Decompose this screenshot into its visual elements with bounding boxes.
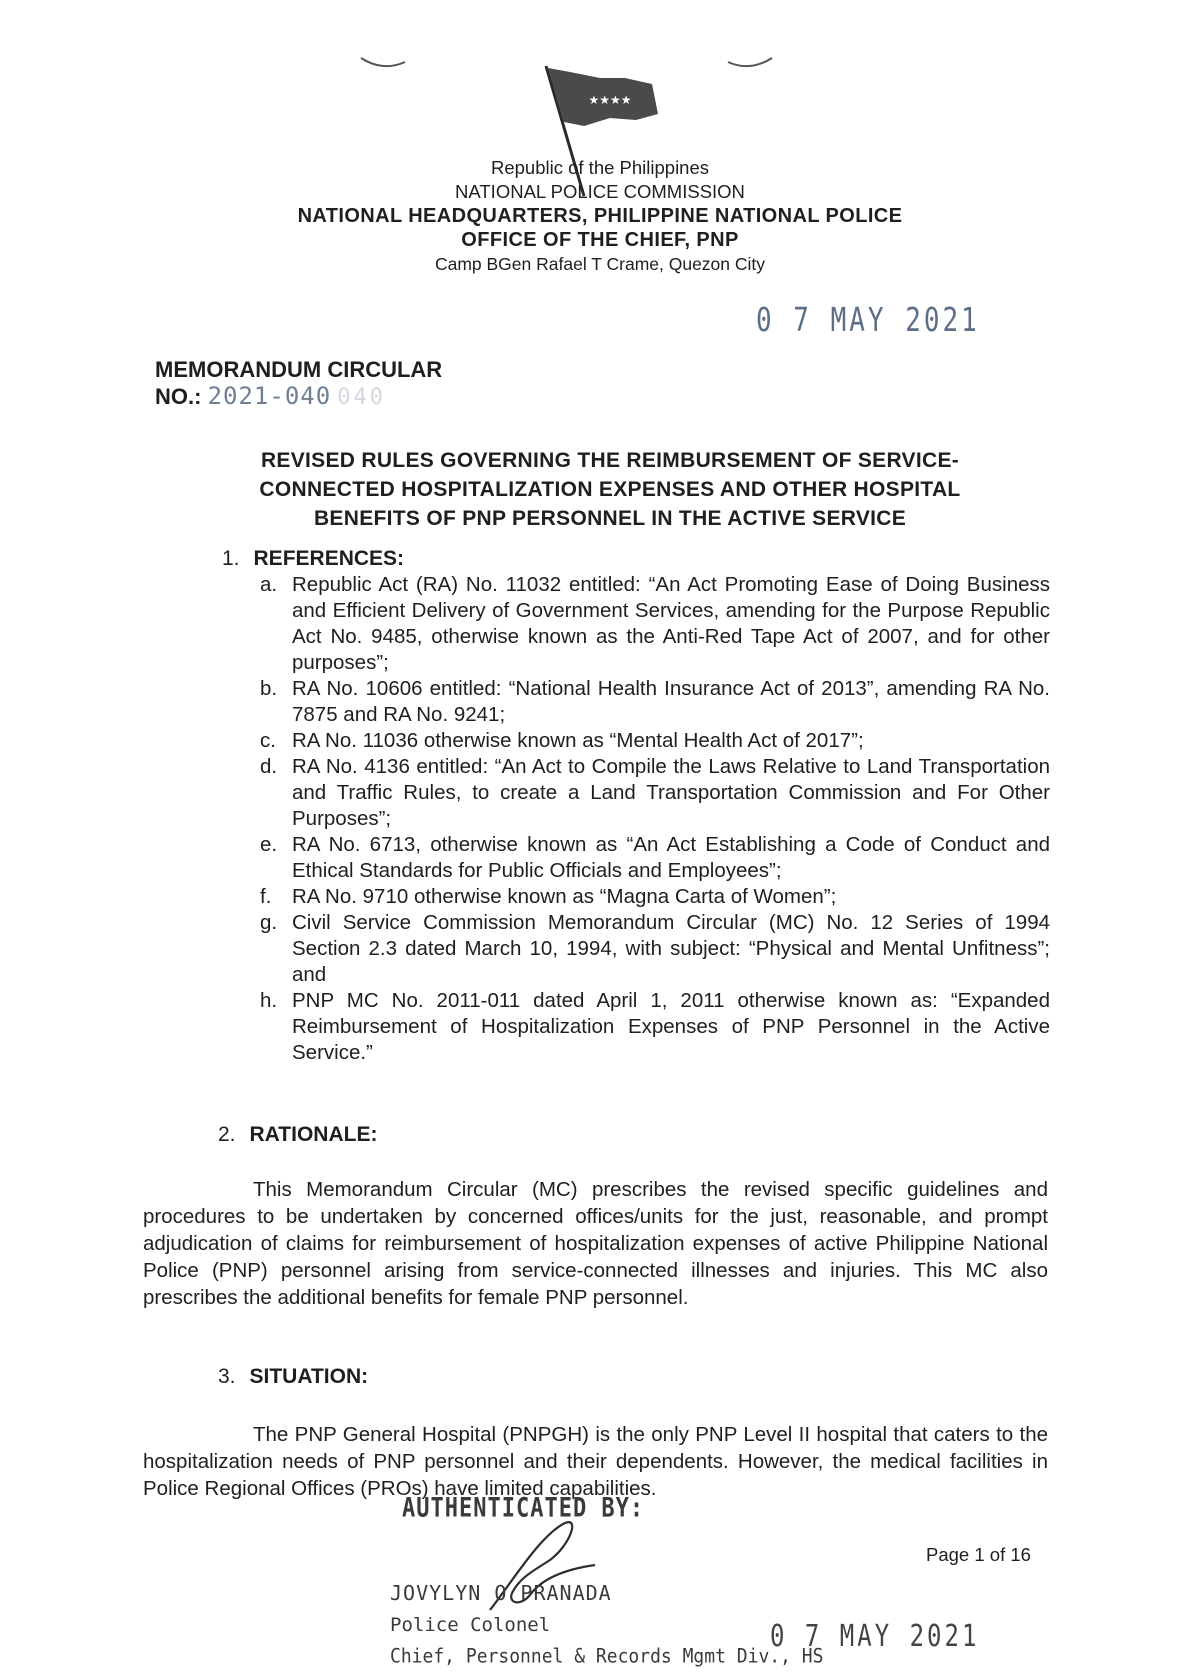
memo-label: MEMORANDUM CIRCULAR xyxy=(155,357,443,382)
reference-letter: a. xyxy=(260,573,278,596)
republic-line: Republic of the Philippines xyxy=(490,157,710,178)
section-number: 2. xyxy=(218,1123,236,1146)
reference-letter: f. xyxy=(260,885,272,908)
memo-no-label: NO.: xyxy=(155,384,202,409)
reference-letter: c. xyxy=(260,729,276,752)
address-line: Camp BGen Rafael T Crame, Quezon City xyxy=(434,254,766,274)
authentication-date: 0 7 MAY 2021 xyxy=(770,1618,980,1654)
reference-letter: g. xyxy=(260,911,278,934)
reference-text: RA No. 9710 otherwise known as “Magna Carta of Women”; xyxy=(292,885,837,908)
section-heading-references xyxy=(222,547,404,571)
office-line: OFFICE OF THE CHIEF, PNP xyxy=(461,229,739,251)
situation-paragraph: The PNP General Hospital (PNPGH) is the only PNP Level II hospital that caters to the hospitalization needs of PNP personnel and their dependents. However, the medical facilities in Police Regional Offices (PROs) have limited capabilities. xyxy=(143,1423,1048,1500)
memo-no-value: 2021-040 xyxy=(207,382,332,410)
signer-position: Chief, Personnel & Records Mgmt Div., HS xyxy=(390,1644,824,1668)
reference-text: RA No. 6713, otherwise known as “An Act Establishing a Code of Conduct and Ethical Standards for Public Officials and Employees”; xyxy=(292,833,1050,882)
reference-item xyxy=(260,910,1050,988)
section-number: 3. xyxy=(218,1365,236,1388)
reference-letter: h. xyxy=(260,989,278,1012)
signer-name: JOVYLYN O PRANADA xyxy=(390,1581,612,1605)
reference-item xyxy=(260,884,1050,910)
references-list xyxy=(260,572,1050,1066)
reference-item xyxy=(260,728,1050,754)
reference-letter: b. xyxy=(260,677,278,700)
subject-line: CONNECTED HOSPITALIZATION EXPENSES AND OTHER HOSPITAL xyxy=(259,478,961,501)
reference-text: RA No. 4136 entitled: “An Act to Compile the Laws Relative to Land Transportation and Traffic Rules, to create a Land Transportation Commission and For Other Purposes”; xyxy=(292,755,1050,830)
date-stamp: 0 7 MAY 2021 xyxy=(756,302,980,340)
subject-line: BENEFITS OF PNP PERSONNEL IN THE ACTIVE SERVICE xyxy=(313,507,907,530)
headquarters-line: NATIONAL HEADQUARTERS, PHILIPPINE NATIONAL POLICE xyxy=(297,205,903,227)
page-number: Page 1 of 16 xyxy=(926,1544,1031,1565)
reference-item xyxy=(260,988,1050,1066)
section-title: RATIONALE: xyxy=(249,1123,378,1146)
punch-mark-right xyxy=(725,52,775,72)
reference-text: RA No. 10606 entitled: “National Health Insurance Act of 2013”, amending RA No. 7875 and RA No. 9241; xyxy=(292,677,1050,726)
reference-item xyxy=(260,572,1050,676)
reference-text: RA No. 11036 otherwise known as “Mental Health Act of 2017”; xyxy=(292,729,864,752)
memo-title xyxy=(155,356,442,411)
section-heading-rationale xyxy=(218,1123,377,1147)
memo-number xyxy=(155,383,442,411)
commission-line: NATIONAL POLICE COMMISSION xyxy=(455,181,745,202)
authenticated-by-stamp: AUTHENTICATED BY: xyxy=(402,1493,645,1524)
reference-item xyxy=(260,676,1050,728)
reference-letter: e. xyxy=(260,833,278,856)
subject-line: REVISED RULES GOVERNING THE REIMBURSEMENT OF SERVICE- xyxy=(260,449,960,472)
section-heading-situation xyxy=(218,1365,368,1389)
reference-item xyxy=(260,754,1050,832)
flag-stars: ★★★★ xyxy=(588,93,632,107)
section-title: SITUATION: xyxy=(249,1365,369,1388)
rationale-paragraph: This Memorandum Circular (MC) prescribes the revised specific guidelines and procedures to be undertaken by concerned offices/units for the just, reasonable, and prompt adjudication of claims for reimbursement of hospitalization expenses of active Philippine National Police (PNP) personnel arising from service-connected illnesses and injuries. This MC also prescribes the additional benefits for female PNP personnel. xyxy=(143,1178,1048,1309)
signer-rank: Police Colonel xyxy=(390,1614,551,1636)
reference-text: Civil Service Commission Memorandum Circular (MC) No. 12 Series of 1994 Section 2.3 dated March 10, 1994, with subject: “Physical and Mental Unfitness”; and xyxy=(292,911,1050,986)
signature-block xyxy=(390,1577,823,1673)
reference-letter: d. xyxy=(260,755,278,778)
letterhead xyxy=(0,156,1200,276)
reference-item xyxy=(260,832,1050,884)
section-title: REFERENCES: xyxy=(253,547,405,570)
section-number: 1. xyxy=(222,547,240,570)
reference-text: Republic Act (RA) No. 11032 entitled: “An Act Promoting Ease of Doing Business and Efficient Delivery of Government Services, amending for the Purpose Republic Act No. 9485, otherwise known as the Anti-Red Tape Act of 2007, and for other purposes”; xyxy=(292,573,1050,674)
subject-title xyxy=(170,446,1050,533)
punch-mark-left xyxy=(358,52,408,72)
memo-no-ghost: 040 xyxy=(337,385,387,410)
reference-text: PNP MC No. 2011-011 dated April 1, 2011 otherwise known as: “Expanded Reimbursement of Hospitalization Expenses of PNP Personnel in the Active Service.” xyxy=(292,989,1050,1064)
